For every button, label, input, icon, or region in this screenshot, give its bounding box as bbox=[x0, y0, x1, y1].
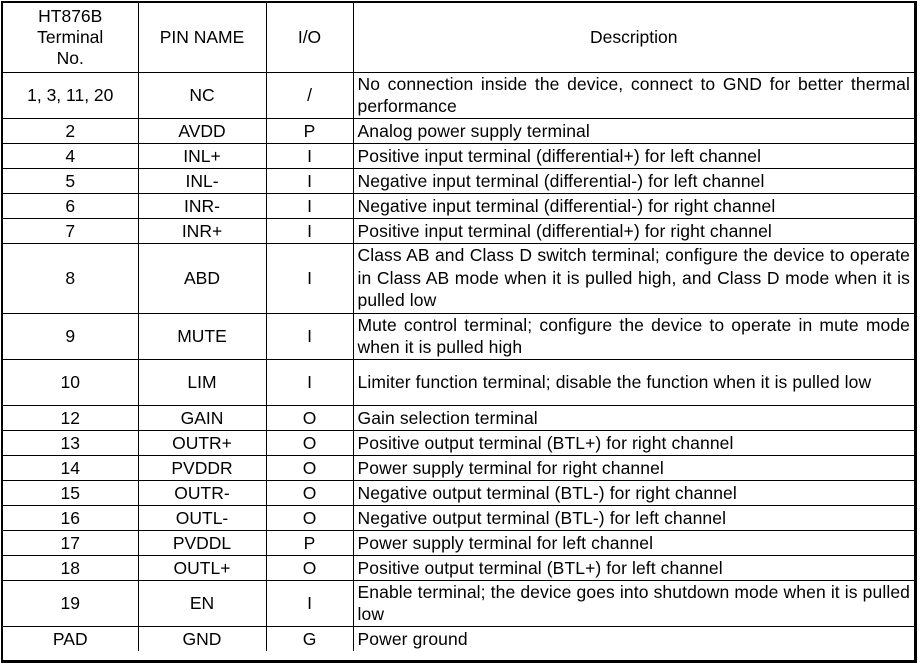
header-description: Description bbox=[353, 3, 914, 72]
table-row bbox=[3, 168, 914, 193]
table-row bbox=[3, 405, 914, 430]
header-terminal-line3: No. bbox=[56, 47, 84, 68]
io-cell: O bbox=[266, 480, 353, 505]
pin-name-cell: INR- bbox=[138, 193, 266, 218]
io-cell: I bbox=[266, 193, 353, 218]
terminal-cell: 9 bbox=[3, 313, 138, 359]
description-cell: Negative input terminal (differential-) for right channel bbox=[353, 193, 914, 218]
header-io: I/O bbox=[266, 3, 353, 72]
description-cell: Negative input terminal (differential-) for left channel bbox=[353, 168, 914, 193]
terminal-cell: 12 bbox=[3, 405, 138, 430]
description-cell: Power supply terminal for left channel bbox=[353, 530, 914, 555]
table-row bbox=[3, 505, 914, 530]
io-cell: I bbox=[266, 168, 353, 193]
pin-name-cell: OUTR+ bbox=[138, 430, 266, 455]
terminal-cell: 5 bbox=[3, 168, 138, 193]
pin-name-cell: GAIN bbox=[138, 405, 266, 430]
terminal-cell: 14 bbox=[3, 455, 138, 480]
pin-name-cell: LIM bbox=[138, 359, 266, 405]
description-cell: Power ground bbox=[353, 626, 914, 651]
io-cell: O bbox=[266, 405, 353, 430]
terminal-cell: 13 bbox=[3, 430, 138, 455]
pin-name-cell: NC bbox=[138, 72, 266, 118]
header-terminal-line1: HT876B bbox=[38, 5, 103, 26]
table-row bbox=[3, 193, 914, 218]
io-cell: O bbox=[266, 505, 353, 530]
terminal-cell: 17 bbox=[3, 530, 138, 555]
table-row bbox=[3, 455, 914, 480]
pin-name-cell: INL+ bbox=[138, 143, 266, 168]
terminal-cell: PAD bbox=[3, 626, 138, 651]
terminal-cell: 18 bbox=[3, 555, 138, 580]
description-cell: Enable terminal; the device goes into shutdown mode when it is pulled low bbox=[353, 580, 914, 626]
pin-name-cell: INR+ bbox=[138, 218, 266, 243]
header-terminal-line2: Terminal bbox=[37, 26, 104, 47]
io-cell: I bbox=[266, 143, 353, 168]
io-cell: / bbox=[266, 72, 353, 118]
description-cell: Negative output terminal (BTL-) for left channel bbox=[353, 505, 914, 530]
description-cell: Mute control terminal; configure the device to operate in mute mode when it is pulled high bbox=[353, 313, 914, 359]
description-cell: No connection inside the device, connect to GND for better thermal performance bbox=[353, 72, 914, 118]
terminal-cell: 10 bbox=[3, 359, 138, 405]
io-cell: I bbox=[266, 243, 353, 313]
description-cell: Analog power supply terminal bbox=[353, 118, 914, 143]
description-cell: Class AB and Class D switch terminal; configure the device to operate in Class AB mode when it is pulled high, and Class D mode when it is pulled low bbox=[353, 243, 914, 313]
table-row bbox=[3, 555, 914, 580]
description-cell: Limiter function terminal; disable the function when it is pulled low bbox=[353, 359, 914, 405]
pin-name-cell: OUTL+ bbox=[138, 555, 266, 580]
io-cell: O bbox=[266, 555, 353, 580]
io-cell: G bbox=[266, 626, 353, 651]
io-cell: O bbox=[266, 455, 353, 480]
table-row bbox=[3, 430, 914, 455]
table-row bbox=[3, 626, 914, 651]
terminal-cell: 16 bbox=[3, 505, 138, 530]
pin-name-cell: EN bbox=[138, 580, 266, 626]
description-cell: Power supply terminal for right channel bbox=[353, 455, 914, 480]
terminal-cell: 19 bbox=[3, 580, 138, 626]
table-row bbox=[3, 143, 914, 168]
terminal-cell: 2 bbox=[3, 118, 138, 143]
description-cell: Negative output terminal (BTL-) for right channel bbox=[353, 480, 914, 505]
io-cell: I bbox=[266, 359, 353, 405]
header-terminal-no bbox=[3, 3, 138, 72]
table-row bbox=[3, 72, 914, 118]
pin-name-cell: GND bbox=[138, 626, 266, 651]
pin-name-cell: OUTL- bbox=[138, 505, 266, 530]
pin-name-cell: PVDDL bbox=[138, 530, 266, 555]
io-cell: P bbox=[266, 118, 353, 143]
table-row bbox=[3, 530, 914, 555]
pin-name-cell: AVDD bbox=[138, 118, 266, 143]
description-cell: Positive output terminal (BTL+) for right channel bbox=[353, 430, 914, 455]
table-row bbox=[3, 359, 914, 405]
io-cell: I bbox=[266, 580, 353, 626]
pin-name-cell: MUTE bbox=[138, 313, 266, 359]
table-row bbox=[3, 118, 914, 143]
terminal-cell: 7 bbox=[3, 218, 138, 243]
pin-name-cell: OUTR- bbox=[138, 480, 266, 505]
header-pin-name: PIN NAME bbox=[138, 3, 266, 72]
pin-description-table bbox=[3, 3, 914, 651]
table-row bbox=[3, 480, 914, 505]
description-cell: Gain selection terminal bbox=[353, 405, 914, 430]
io-cell: P bbox=[266, 530, 353, 555]
table-row bbox=[3, 218, 914, 243]
description-cell: Positive output terminal (BTL+) for left channel bbox=[353, 555, 914, 580]
terminal-cell: 8 bbox=[3, 243, 138, 313]
header-row bbox=[3, 3, 914, 72]
terminal-cell: 15 bbox=[3, 480, 138, 505]
io-cell: I bbox=[266, 313, 353, 359]
description-cell: Positive input terminal (differential+) for right channel bbox=[353, 218, 914, 243]
table-row bbox=[3, 313, 914, 359]
pin-name-cell: PVDDR bbox=[138, 455, 266, 480]
io-cell: I bbox=[266, 218, 353, 243]
pin-name-cell: INL- bbox=[138, 168, 266, 193]
terminal-cell: 6 bbox=[3, 193, 138, 218]
table-row bbox=[3, 243, 914, 313]
io-cell: O bbox=[266, 430, 353, 455]
terminal-cell: 1, 3, 11, 20 bbox=[3, 72, 138, 118]
pin-name-cell: ABD bbox=[138, 243, 266, 313]
terminal-cell: 4 bbox=[3, 143, 138, 168]
table-row bbox=[3, 580, 914, 626]
description-cell: Positive input terminal (differential+) for left channel bbox=[353, 143, 914, 168]
